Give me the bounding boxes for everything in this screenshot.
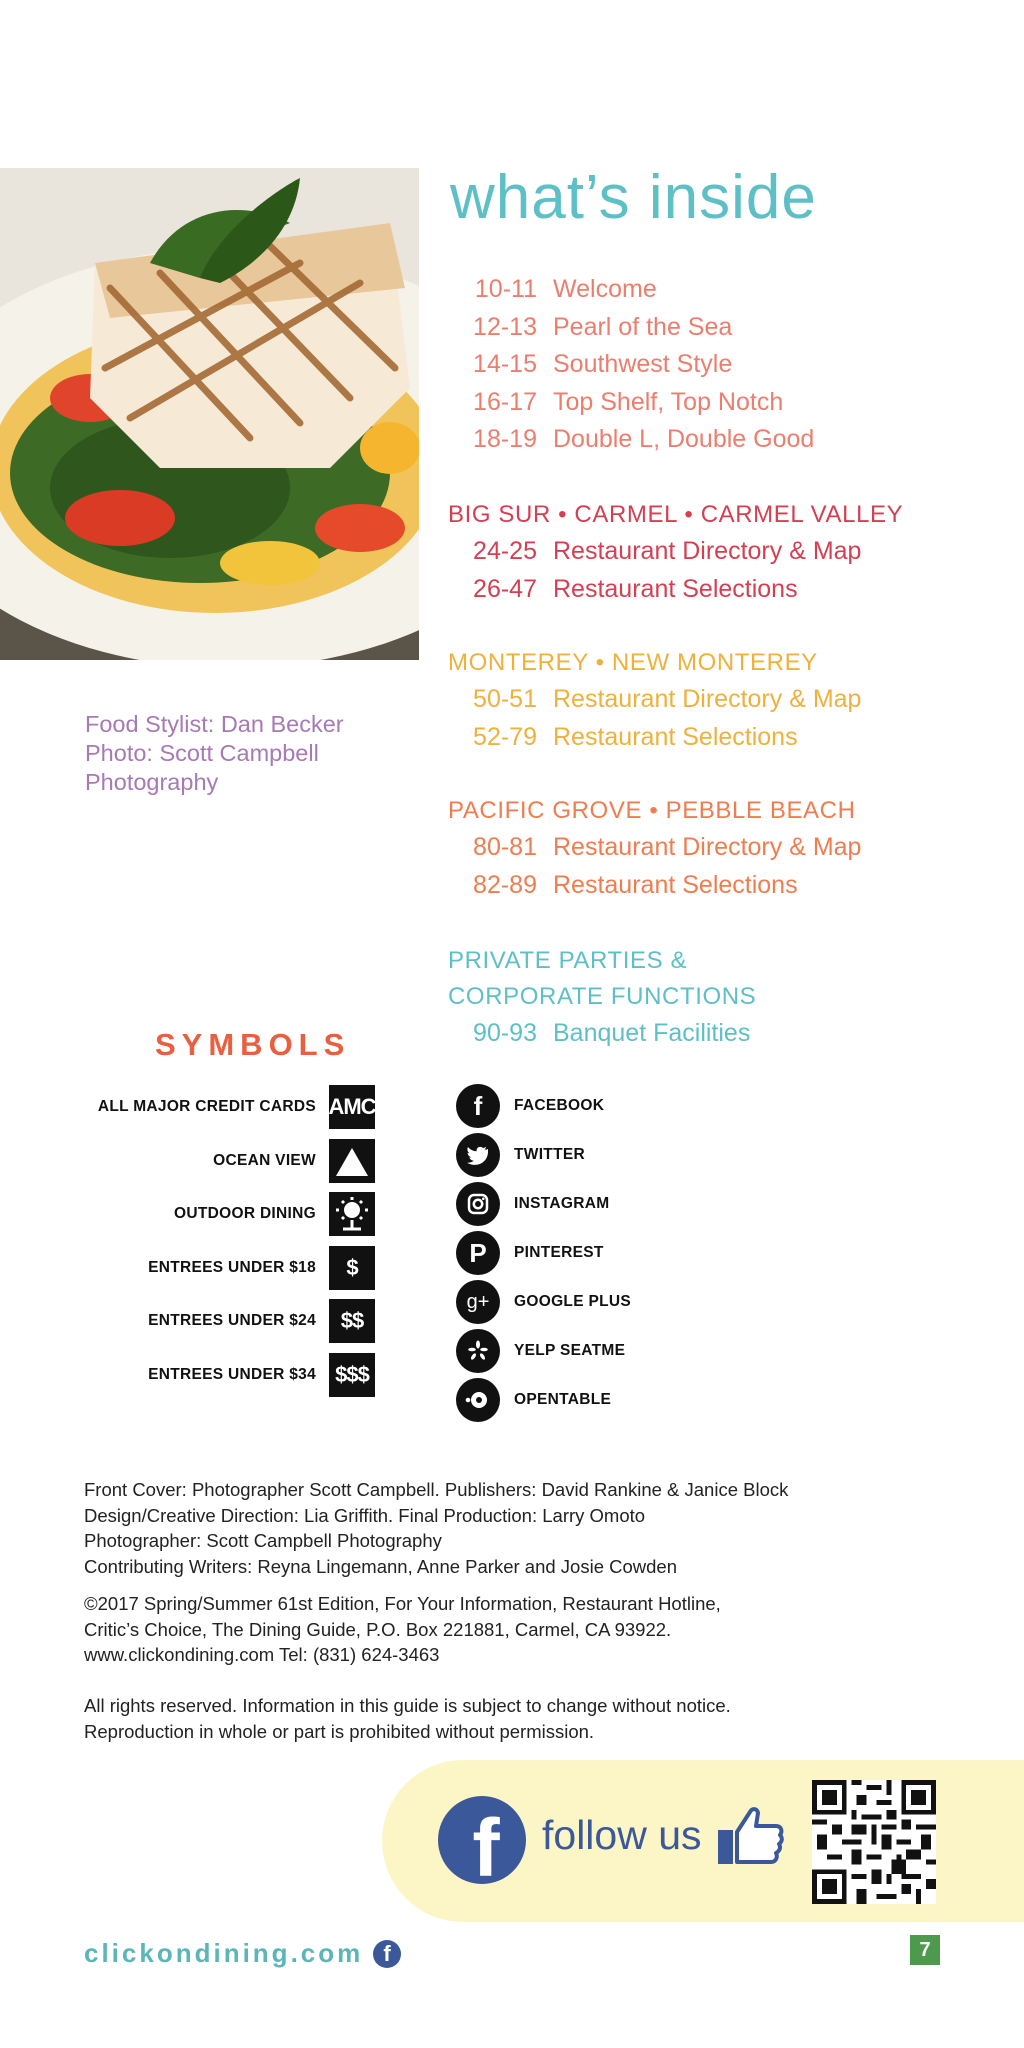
- toc-entry[interactable]: [448, 421, 1008, 459]
- mountain-icon: [329, 1139, 375, 1183]
- dollar-icon: $: [329, 1246, 375, 1290]
- credit-line: Contributing Writers: Reyna Lingemann, Anne Parker and Josie Cowden: [84, 1555, 678, 1577]
- toc-entry[interactable]: [448, 271, 1008, 309]
- social-row[interactable]: [456, 1329, 756, 1373]
- page-title: what’s inside: [450, 163, 817, 232]
- rights-line: All rights reserved. Information in this guide is subject to change without notice.: [84, 1695, 731, 1716]
- section-heading: MONTEREY • NEW MONTEREY: [448, 649, 818, 676]
- twitter-icon: [456, 1133, 500, 1177]
- toc-title: Restaurant Directory & Map: [553, 685, 862, 713]
- publication-credits: [84, 1477, 954, 1579]
- toc-title: Pearl of the Sea: [553, 312, 733, 341]
- section-pacific-grove: [448, 793, 1008, 904]
- social-row[interactable]: [456, 1182, 756, 1226]
- toc-pages: 52-79: [473, 722, 537, 751]
- credit-card-icon: AMC: [329, 1085, 375, 1129]
- toc-pages: 24-25: [473, 537, 537, 565]
- thumbs-up-icon: [716, 1802, 784, 1868]
- symbol-label: ENTREES UNDER $18: [148, 1258, 316, 1276]
- section-heading: BIG SUR • CARMEL • CARMEL VALLEY: [448, 501, 904, 528]
- follow-us-link[interactable]: follow us: [542, 1812, 702, 1858]
- site-url[interactable]: clickondining.com: [84, 1938, 364, 1968]
- toc-pages: 16-17: [473, 387, 537, 416]
- toc-entry[interactable]: [448, 719, 1008, 757]
- social-row[interactable]: [456, 1231, 756, 1275]
- toc-entry[interactable]: [448, 867, 1008, 905]
- grilled-fish-photo: [0, 168, 419, 660]
- symbol-label: OUTDOOR DINING: [174, 1205, 316, 1222]
- sun-icon: [329, 1192, 375, 1236]
- pinterest-icon: P: [456, 1231, 500, 1275]
- symbol-row: [60, 1085, 375, 1129]
- dollar-icon: $$$: [329, 1353, 375, 1397]
- toc-title: Welcome: [553, 275, 657, 303]
- toc-entry[interactable]: [448, 1015, 1008, 1053]
- toc-title: Double L, Double Good: [553, 425, 815, 453]
- toc-title: Restaurant Selections: [553, 574, 798, 603]
- toc-entry[interactable]: [448, 346, 1008, 384]
- facebook-icon[interactable]: f: [373, 1940, 401, 1968]
- toc-entry[interactable]: [448, 829, 1008, 867]
- section-heading: CORPORATE FUNCTIONS: [448, 983, 757, 1010]
- edition-line: www.clickondining.com Tel: (831) 624-3463: [84, 1644, 440, 1665]
- toc-title: Southwest Style: [553, 350, 733, 378]
- social-label: TWITTER: [514, 1146, 585, 1163]
- credit-line: Photographer: Scott Campbell Photography: [84, 1530, 442, 1551]
- section-carmel: [448, 497, 1008, 608]
- toc-pages: 82-89: [473, 870, 537, 899]
- edition-line: Critic’s Choice, The Dining Guide, P.O. Box 221881, Carmel, CA 93922.: [84, 1618, 672, 1640]
- toc-entry[interactable]: [448, 533, 1008, 571]
- toc-pages: 80-81: [473, 833, 537, 861]
- page-number: 7: [910, 1935, 940, 1965]
- toc-pages: 18-19: [473, 425, 537, 453]
- facebook-icon[interactable]: [438, 1796, 526, 1884]
- toc-pages: 12-13: [473, 312, 537, 341]
- toc-entry[interactable]: [448, 681, 1008, 719]
- symbol-label: ALL MAJOR CREDIT CARDS: [97, 1098, 316, 1115]
- facebook-glyph: f: [472, 1803, 500, 1884]
- photo-credit-line: Photo: Scott Campbell: [85, 740, 319, 766]
- toc-title: Restaurant Selections: [553, 722, 798, 751]
- symbol-row: [60, 1246, 375, 1290]
- social-row[interactable]: [456, 1378, 756, 1422]
- qr-code-icon[interactable]: [812, 1780, 936, 1904]
- toc-title: Restaurant Selections: [553, 870, 798, 899]
- toc-title: Restaurant Directory & Map: [553, 537, 862, 565]
- photo-credit: [85, 710, 405, 797]
- toc-pages: 50-51: [473, 685, 537, 713]
- section-monterey: [448, 645, 1008, 756]
- toc-title: Banquet Facilities: [553, 1019, 751, 1047]
- social-label: PINTEREST: [514, 1244, 604, 1261]
- toc-pages: 26-47: [473, 574, 537, 603]
- photo-credit-line: Photography: [85, 769, 219, 795]
- symbol-row: [60, 1139, 375, 1183]
- symbols-legend: [60, 1085, 375, 1406]
- toc-entry[interactable]: [448, 309, 1008, 347]
- symbol-row: [60, 1353, 375, 1397]
- opentable-icon: [456, 1378, 500, 1422]
- social-label: GOOGLE PLUS: [514, 1293, 631, 1310]
- google-plus-icon: g+: [456, 1280, 500, 1324]
- toc-entry[interactable]: [448, 571, 1008, 609]
- section-heading: PRIVATE PARTIES &: [448, 947, 688, 974]
- symbol-label: ENTREES UNDER $24: [148, 1312, 316, 1329]
- features-list: [448, 271, 1008, 459]
- edition-info: [84, 1591, 954, 1668]
- toc-pages: 14-15: [473, 350, 537, 378]
- social-label: YELP SEATME: [514, 1342, 626, 1359]
- yelp-icon: [456, 1329, 500, 1373]
- toc-title: Top Shelf, Top Notch: [553, 387, 784, 416]
- social-label: INSTAGRAM: [514, 1195, 610, 1212]
- food-stylist-credit: Food Stylist: Dan Becker: [85, 711, 344, 737]
- toc-title: Restaurant Directory & Map: [553, 833, 862, 861]
- edition-line: ©2017 Spring/Summer 61st Edition, For Your Information, Restaurant Hotline,: [84, 1593, 721, 1614]
- rights-notice: [84, 1693, 954, 1744]
- symbol-row: [60, 1192, 375, 1236]
- credit-line: Front Cover: Photographer Scott Campbell. Publishers: David Rankine & Janice Block: [84, 1479, 789, 1500]
- symbol-label: ENTREES UNDER $34: [148, 1365, 316, 1383]
- credit-line: Design/Creative Direction: Lia Griffith. Final Production: Larry Omoto: [84, 1504, 646, 1526]
- toc-pages: 90-93: [473, 1019, 537, 1047]
- instagram-icon: [456, 1182, 500, 1226]
- symbols-title: SYMBOLS: [155, 1027, 351, 1062]
- section-private-parties: [448, 943, 1008, 1053]
- dollar-icon: $$: [329, 1299, 375, 1343]
- toc-entry[interactable]: [448, 384, 1008, 422]
- social-row[interactable]: [456, 1084, 756, 1128]
- social-label: OPENTABLE: [514, 1391, 612, 1408]
- facebook-icon: f: [456, 1084, 500, 1128]
- social-legend: [456, 1084, 756, 1427]
- symbol-row: [60, 1299, 375, 1343]
- rights-line: Reproduction in whole or part is prohibited without permission.: [84, 1720, 595, 1742]
- toc-pages: 10-11: [474, 275, 537, 303]
- symbol-label: OCEAN VIEW: [213, 1151, 316, 1169]
- social-row[interactable]: [456, 1280, 756, 1324]
- social-label: FACEBOOK: [514, 1097, 605, 1114]
- section-heading: PACIFIC GROVE • PEBBLE BEACH: [448, 797, 856, 824]
- social-row[interactable]: [456, 1133, 756, 1177]
